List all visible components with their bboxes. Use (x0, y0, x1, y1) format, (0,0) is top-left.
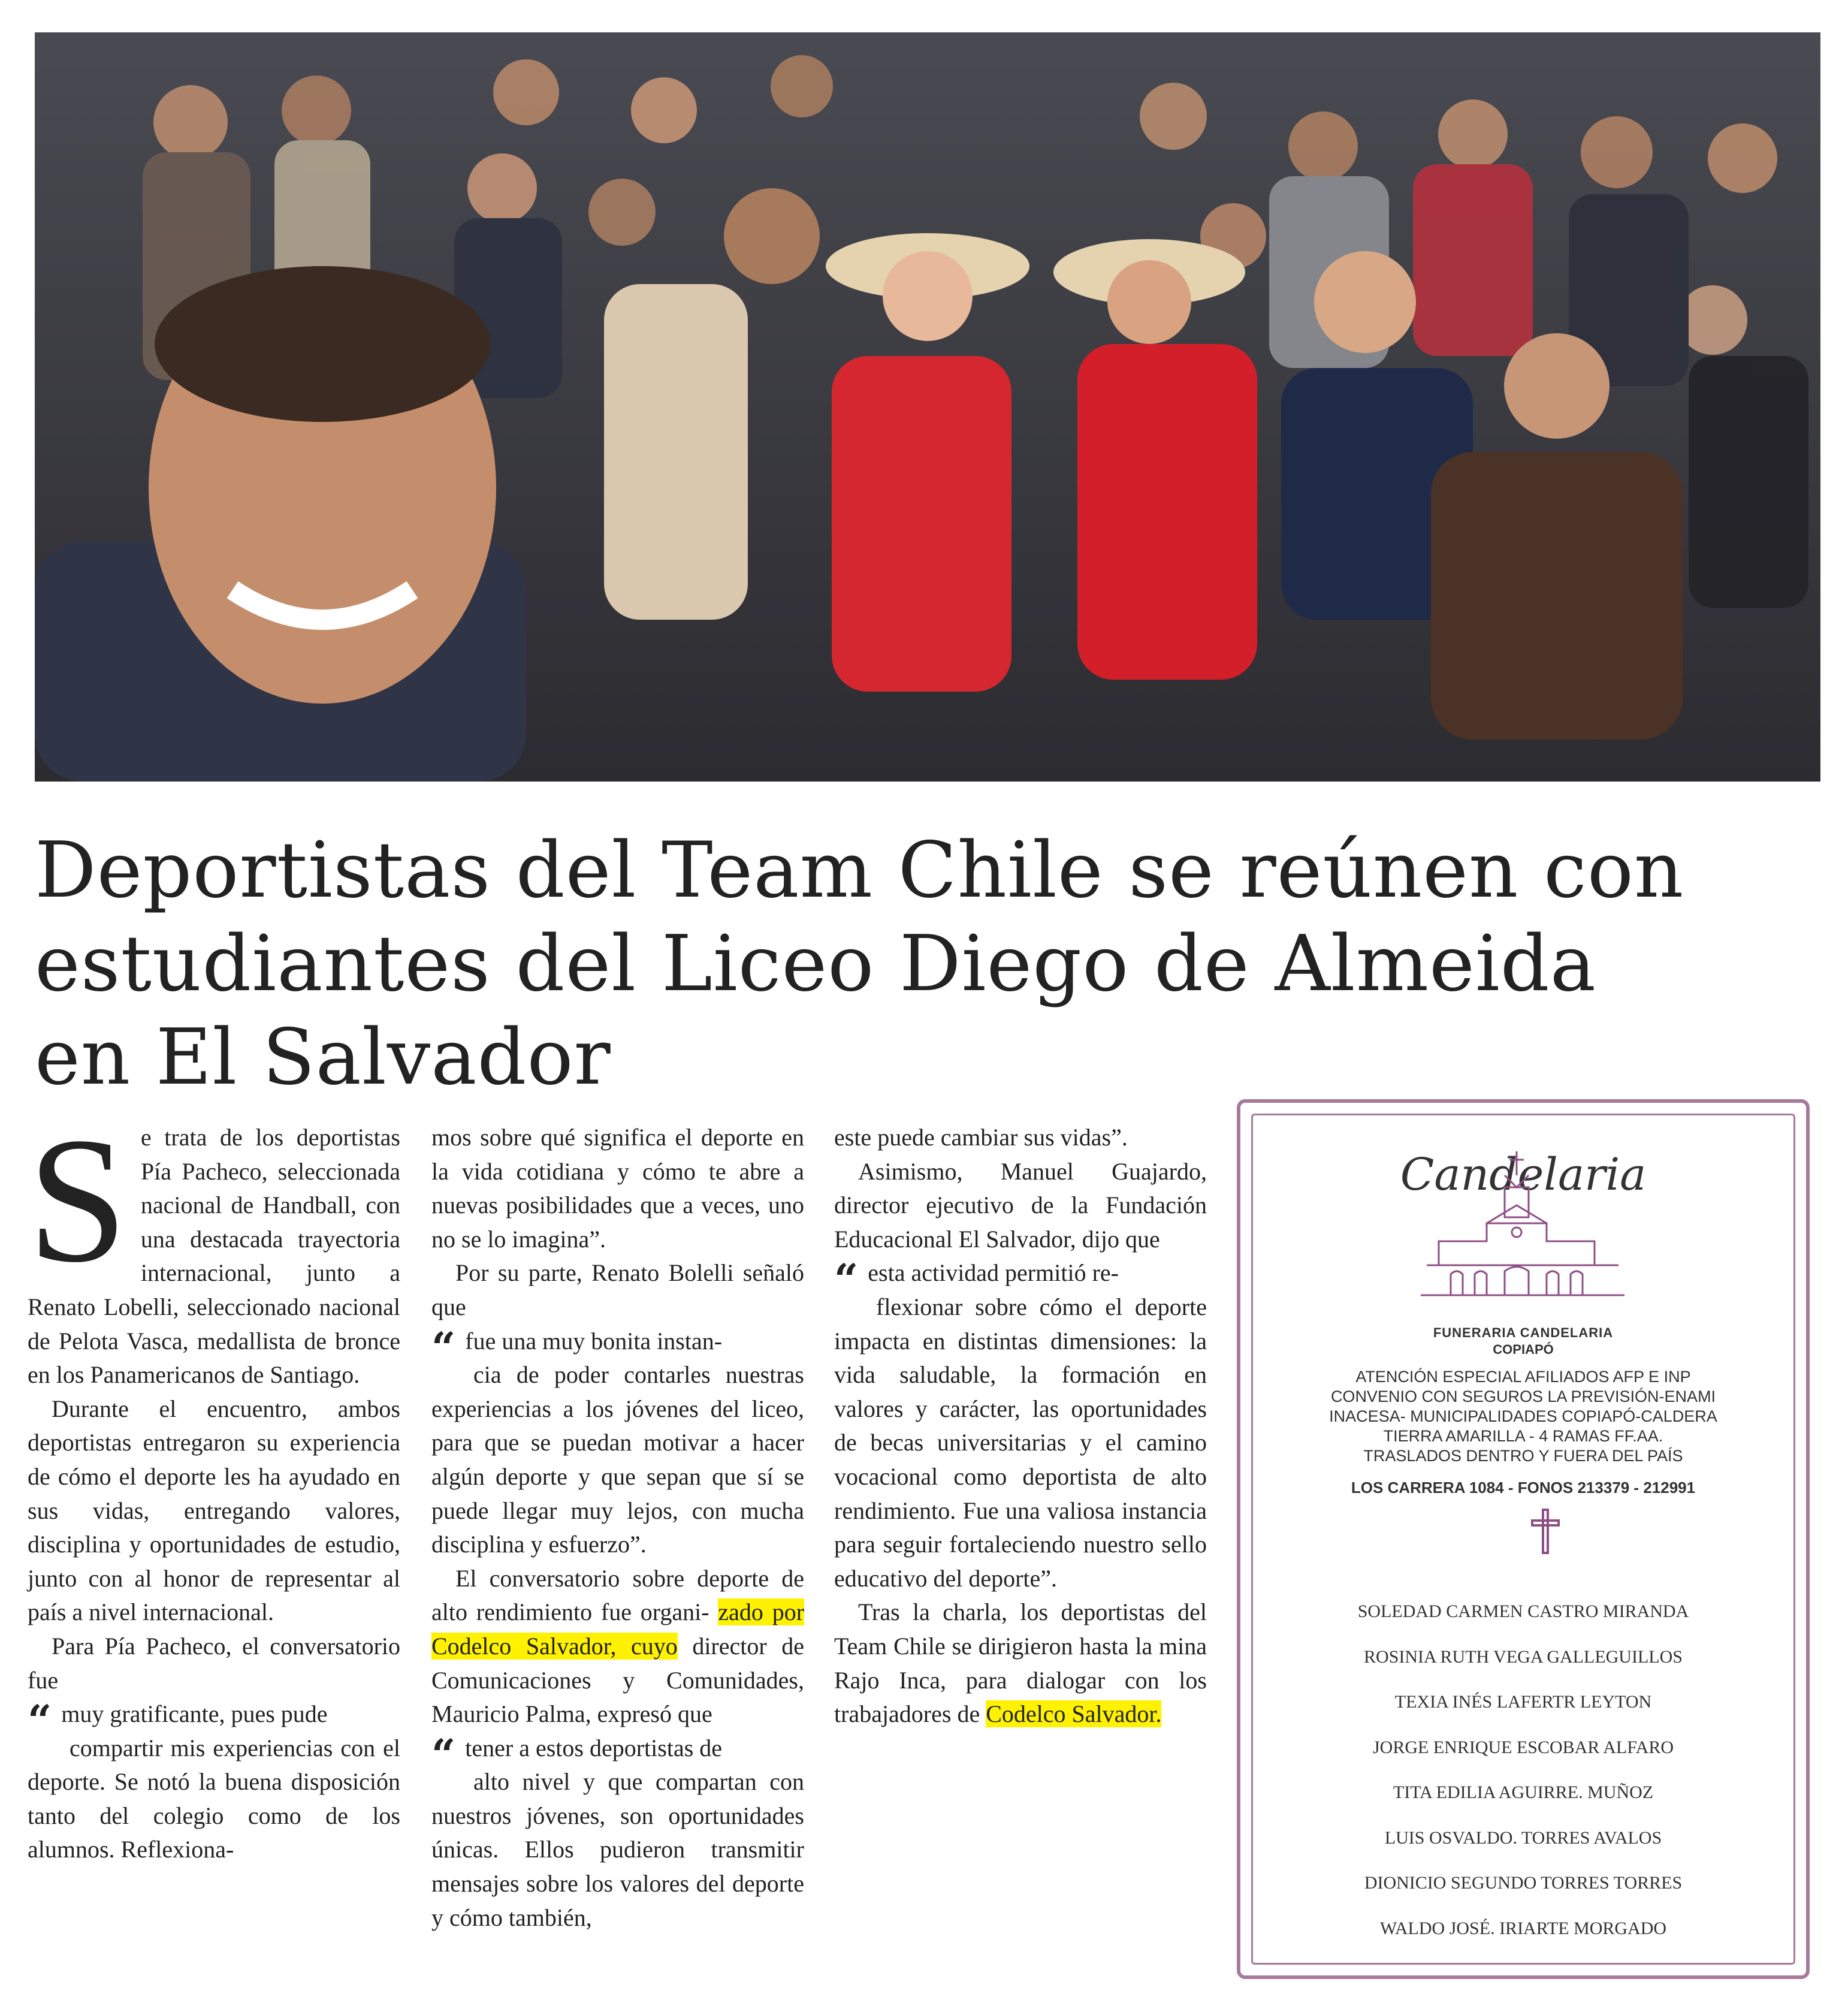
ad-info-line: ATENCIÓN ESPECIAL AFILIADOS AFP E INP (1355, 1368, 1691, 1386)
ad-info-line: INACESA- MUNICIPALIDADES COPIAPÓ-CALDERA (1329, 1407, 1717, 1425)
deceased-name: SOLEDAD CARMEN CASTRO MIRANDA (1357, 1601, 1689, 1621)
article-photo (35, 32, 1820, 782)
quote-paragraph: “ muy gratificante, pues pude compartir mis experiencias con el deporte. Se notó la buena disposición tanto del colegio como de los alumnos. Reflexiona- (28, 1696, 400, 1863)
quote-paragraph: “ esta actividad permitió re- flexionar sobre cómo el deporte impacta en distintas dimensiones: la vida saludable, la formación en valores y carácter, las oportunidades de becas universitarias y el camino vocacional como deportista de alto rendimiento. Fue una valiosa instancia para seguir fortaleciendo nuestro sello educativo del deporte”. (834, 1254, 1207, 1592)
article-column-1 (28, 1100, 400, 1867)
deceased-names-list (1253, 1600, 1793, 1962)
quote-mark-icon: “ (834, 1254, 859, 1305)
deceased-name: JORGE ENRIQUE ESCOBAR ALFARO (1373, 1737, 1674, 1757)
quote-mark-icon: “ (431, 1729, 456, 1779)
funeraria-label: FUNERARIA CANDELARIA (1433, 1325, 1614, 1340)
ad-info-line: CONVENIO CON SEGUROS LA PREVISIÓN-ENAMI (1330, 1387, 1716, 1405)
ad-info-line: TRASLADOS DENTRO Y FUERA DEL PAÍS (1363, 1447, 1683, 1465)
funeral-advertisement (1237, 1099, 1810, 1979)
deceased-name: DIONICIO SEGUNDO TORRES TORRES (1364, 1873, 1683, 1893)
article-paragraph: este puede cambiar sus vidas”. (834, 1124, 1128, 1151)
article-paragraph: Asimismo, Manuel Guajardo, director ejecutivo de la Fundación Educacional El Salvador, dijo que (834, 1157, 1207, 1253)
article-paragraph: Por su parte, Renato Bolelli señaló que (431, 1259, 804, 1320)
drop-cap: S (28, 1100, 128, 1299)
deceased-name: TITA EDILIA AGUIRRE. MUÑOZ (1393, 1782, 1654, 1802)
ad-inner-border (1251, 1114, 1795, 1965)
chapel-logo-icon (1415, 1151, 1642, 1313)
article-paragraph: Para Pía Pacheco, el conversatorio fue (28, 1632, 400, 1694)
deceased-name: LUIS OSVALDO. TORRES AVALOS (1384, 1827, 1662, 1848)
ad-info-block (1253, 1367, 1793, 1466)
deceased-name: TEXIA INÉS LAFERTR LEYTON (1394, 1692, 1652, 1712)
deceased-name: WALDO JOSÉ. IRIARTE MORGADO (1379, 1918, 1667, 1938)
group-selfie-photo (35, 32, 1820, 782)
quote-mark-icon: “ (431, 1322, 456, 1372)
deceased-name: ROSINIA RUTH VEGA GALLEGUILLOS (1364, 1646, 1683, 1667)
address-phone: LOS CARRERA 1084 - FONOS 213379 - 212991 (1351, 1479, 1696, 1497)
ad-info-line: TIERRA AMARILLA - 4 RAMAS FF.AA. (1383, 1427, 1663, 1445)
cross-icon (1529, 1509, 1562, 1554)
article-paragraph: El conversatorio sobre deporte de alto rendimiento fue organi- zado por Codelco Salvador, cuyo director de Comunicaciones y Comunidades, Mauricio Palma, expresó que (431, 1564, 805, 1728)
article-paragraph: Tras la charla, los deportistas del Team Chile se dirigieron hasta la mina Rajo Inca, para dialogar con los trabajadores de Codelco Salvador. (834, 1598, 1207, 1728)
article-paragraph: Se trata de los deportistas Pía Pacheco, seleccionada nacional de Handball, con una destacada trayectoria internacional, junto a Renato Lobelli, seleccionado nacional de Pelota Vasca, medallista de bronce en los Panamericanos de Santiago. (28, 1100, 400, 1389)
article-paragraph: mos sobre qué significa el deporte en la vida cotidiana y cómo te abre a nuevas posibilidades que a veces, uno no se lo imagina”. (431, 1124, 804, 1253)
headline: Deportistas del Team Chile se reúnen con estudiantes del Liceo Diego de Almeida en El Salvador (35, 826, 1684, 1102)
quote-paragraph: “ fue una muy bonita instan- cia de poder contarles nuestras experiencias a los jóvenes del liceo, para que se puedan motivar a hacer algún deporte y que sepan que sí se puede llegar muy lejos, con mucha disciplina y esfuerzo”. (431, 1322, 804, 1558)
article-column-2 (431, 1121, 804, 1935)
quote-mark-icon: “ (28, 1696, 52, 1746)
highlighted-text: zado por Codelco Salvador, cuyo (431, 1598, 805, 1660)
quote-paragraph: “ tener a estos deportistas de alto nivel y que compartan con nuestros jóvenes, son oportunidades únicas. Ellos pudieron transmitir mensajes sobre los valores del deporte y cómo también, (431, 1729, 804, 1931)
article-column-3 (834, 1121, 1207, 1732)
brand-name: Candelaria (1400, 1149, 1647, 1200)
article-paragraph: Durante el encuentro, ambos deportistas entregaron su experiencia de cómo el deporte les ha ayudado en sus vidas, entregando valores, disciplina y oportunidades de estudio, junto con al honor de representar al país a nivel internacional. (28, 1395, 400, 1626)
highlighted-text: Codelco Salvador. (986, 1700, 1162, 1728)
city-label: COPIAPÓ (1493, 1342, 1554, 1357)
